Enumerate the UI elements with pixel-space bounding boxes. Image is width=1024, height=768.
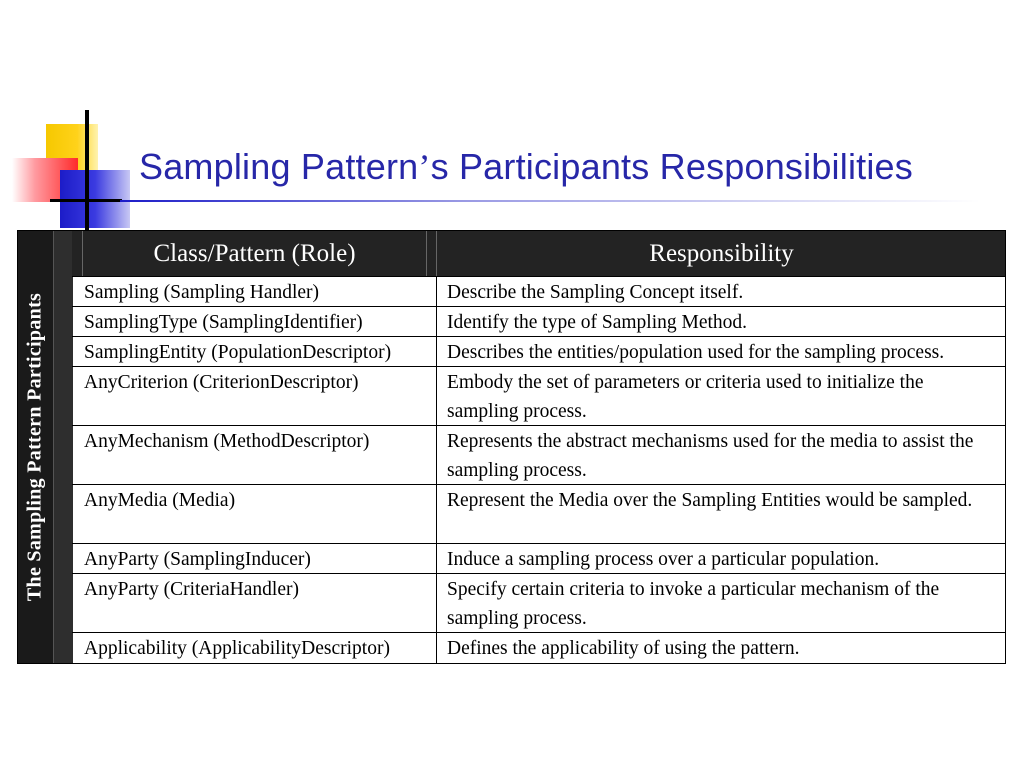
cell-responsibility: Describe the Sampling Concept itself.	[436, 277, 1005, 306]
side-band	[18, 231, 53, 663]
cell-role: AnyParty (CriteriaHandler)	[84, 579, 299, 600]
table-row	[72, 336, 1005, 366]
table-row	[72, 306, 1005, 336]
cell-responsibility: Describes the entities/population used for the sampling process.	[436, 337, 1005, 366]
header-responsibility: Responsibility	[436, 231, 1006, 276]
decor-vertical-line	[85, 110, 89, 230]
participants-table	[17, 230, 1006, 664]
cell-role: AnyMechanism (MethodDescriptor)	[84, 431, 370, 452]
decor-horizontal-line	[50, 199, 122, 202]
side-label: The Sampling Pattern Participants	[23, 292, 46, 602]
cell-role: Applicability (ApplicabilityDescriptor)	[84, 638, 390, 659]
slide-title	[139, 146, 913, 188]
table-body	[72, 276, 1005, 663]
header-role: Class/Pattern (Role)	[82, 231, 427, 276]
cell-responsibility: Represents the abstract mechanisms used for the media to assist the sampling process.	[436, 426, 1005, 484]
cell-role: AnyCriterion (CriterionDescriptor)	[84, 372, 359, 393]
cell-role: SamplingType (SamplingIdentifier)	[84, 312, 363, 333]
cell-role: SamplingEntity (PopulationDescriptor)	[84, 342, 392, 363]
slide-title-apostrophe: ’	[418, 147, 431, 187]
cell-role: AnyMedia (Media)	[84, 490, 236, 511]
table-row	[72, 543, 1005, 573]
table-row	[72, 276, 1005, 306]
title-underline	[120, 200, 980, 202]
side-band-inner	[53, 231, 73, 663]
table-row	[72, 425, 1005, 484]
table-row	[72, 632, 1005, 663]
slide-title-part2: s Participants Responsibilities	[430, 146, 913, 187]
table-row	[72, 366, 1005, 425]
cell-role: Sampling (Sampling Handler)	[84, 282, 320, 303]
cell-responsibility: Represent the Media over the Sampling Entities would be sampled.	[436, 485, 1005, 543]
slide-title-part1: Sampling Pattern	[139, 146, 419, 187]
cell-responsibility: Induce a sampling process over a particular population.	[436, 544, 1005, 573]
cell-responsibility: Defines the applicability of using the pattern.	[436, 633, 1005, 663]
cell-responsibility: Identify the type of Sampling Method.	[436, 307, 1005, 336]
table-row	[72, 484, 1005, 543]
cell-responsibility: Embody the set of parameters or criteria used to initialize the sampling process.	[436, 367, 1005, 425]
table-header	[72, 231, 1005, 276]
cell-role: AnyParty (SamplingInducer)	[84, 549, 311, 570]
cell-responsibility: Specify certain criteria to invoke a particular mechanism of the sampling process.	[436, 574, 1005, 632]
table-row	[72, 573, 1005, 632]
